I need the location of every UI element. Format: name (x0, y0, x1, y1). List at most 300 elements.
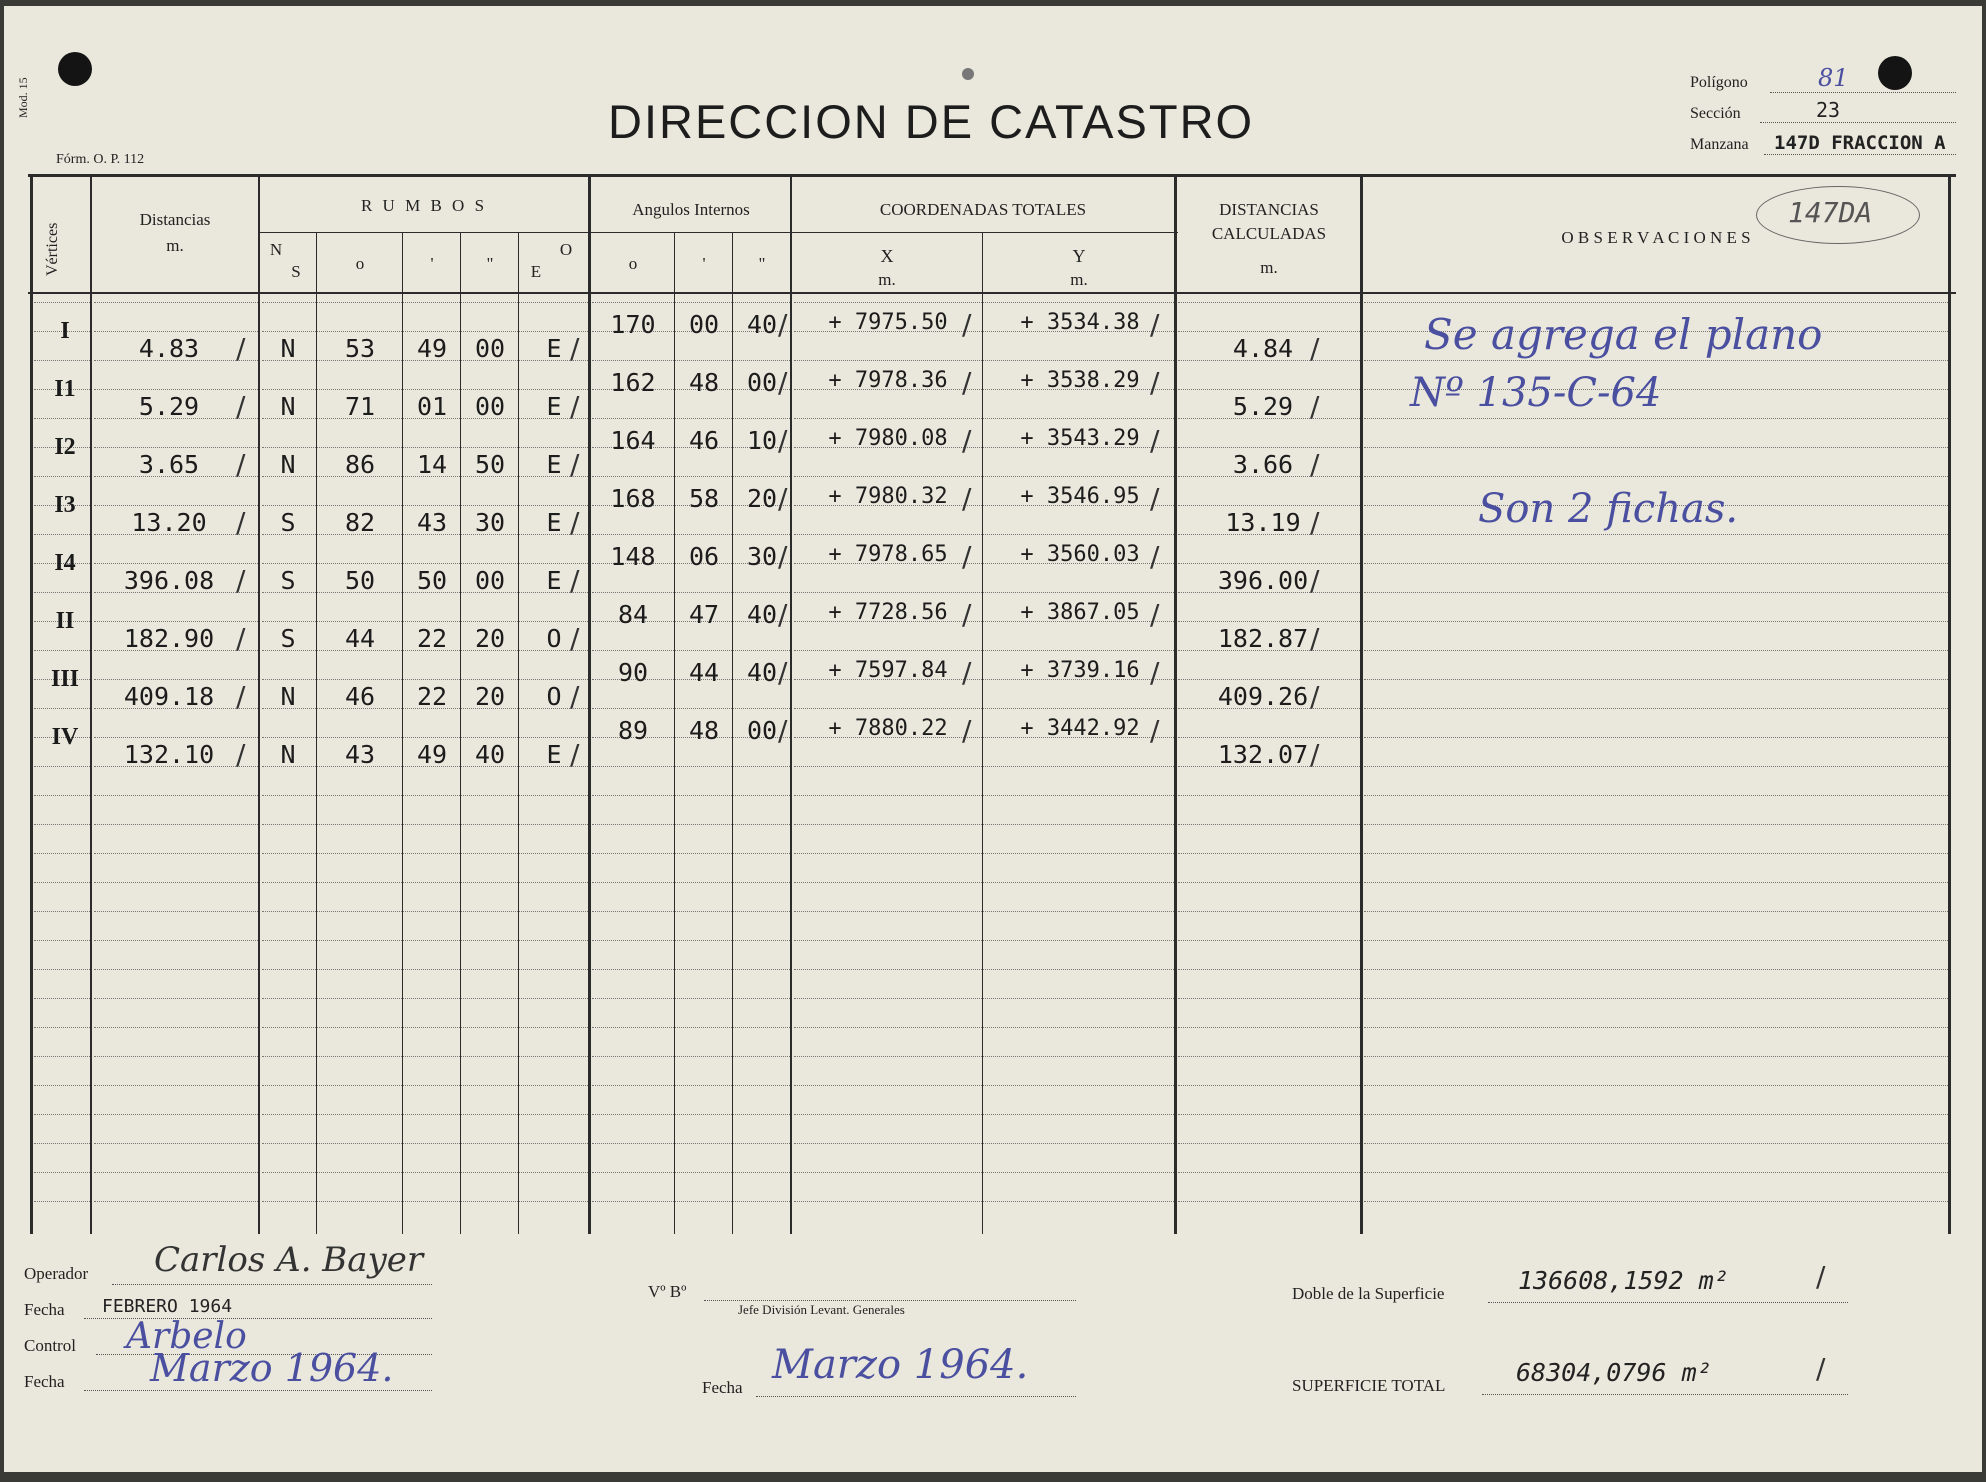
cell-dist: 13.20 (131, 508, 207, 537)
header-ang-sec: " (758, 254, 766, 273)
ruled-line (1364, 360, 1948, 361)
check-mark: / (570, 390, 580, 423)
ruled-line (94, 824, 258, 825)
cell-min: 49 (416, 334, 448, 363)
vertex-label: I (60, 318, 70, 344)
check-mark: / (778, 424, 788, 457)
header-distancias: Distancias (139, 210, 211, 229)
ruled-line (262, 911, 588, 912)
ruled-line (94, 679, 258, 680)
superficie-total-label: SUPERFICIE TOTAL (1292, 1376, 1446, 1395)
ruled-line (794, 969, 1174, 970)
check-mark: / (778, 656, 788, 689)
cell-deg: 86 (344, 450, 376, 479)
cell-min: 50 (416, 566, 448, 595)
superficie-total-value: 68304,0796 m² (1516, 1358, 1712, 1387)
ruled-line (794, 592, 1174, 593)
vertex-label: III (50, 666, 80, 692)
ruled-line (1178, 621, 1360, 622)
ruled-line (34, 650, 90, 651)
ruled-line (794, 882, 1174, 883)
cell-a-sec: 20 (746, 484, 778, 513)
cell-a-min: 47 (688, 600, 720, 629)
ruled-line (1364, 1201, 1948, 1202)
cell-y: + 3560.03 (1020, 542, 1140, 567)
cell-deg: 82 (344, 508, 376, 537)
ruled-line (1178, 969, 1360, 970)
cell-min: 22 (416, 682, 448, 711)
ruled-line (34, 795, 90, 796)
ruled-line (34, 1143, 90, 1144)
cell-dist: 396.08 (123, 566, 215, 595)
check-mark: / (778, 482, 788, 515)
cell-calc: 396.00 (1217, 566, 1309, 595)
cell-sec: 50 (474, 450, 506, 479)
page-title: DIRECCION DE CATASTRO (608, 95, 1255, 148)
operador-signature: Carlos A. Bayer (154, 1240, 424, 1280)
ruled-line (94, 447, 258, 448)
ruled-line (34, 1085, 90, 1086)
header-distancias-unit: m. (166, 236, 184, 255)
ruled-line (34, 998, 90, 999)
ruled-line (1178, 998, 1360, 999)
cell-a-min: 44 (688, 658, 720, 687)
ruled-line (794, 1201, 1174, 1202)
cell-a-deg: 170 (610, 310, 656, 339)
ruled-line (1364, 1056, 1948, 1057)
ruled-line (592, 940, 790, 941)
header-ns-s: S (291, 262, 301, 281)
cell-a-deg: 148 (610, 542, 656, 571)
ruled-line (1364, 853, 1948, 854)
cell-ns: S (280, 624, 296, 653)
ruled-line (262, 853, 588, 854)
check-mark: / (962, 714, 972, 747)
header-rumbos: R U M B O S (360, 196, 488, 215)
ruled-line (592, 302, 790, 303)
cell-x: + 7980.08 (828, 426, 948, 451)
ruled-line (1364, 766, 1948, 767)
check-mark: / (1816, 1260, 1826, 1293)
ruled-line (94, 1085, 258, 1086)
cell-ns: N (280, 334, 296, 363)
cell-calc: 132.07 (1217, 740, 1309, 769)
ruled-line (94, 969, 258, 970)
ruled-line (1178, 389, 1360, 390)
cell-sec: 20 (474, 624, 506, 653)
ruled-line (34, 592, 90, 593)
cell-a-min: 48 (688, 716, 720, 745)
ruled-line (592, 708, 790, 709)
ruled-line (1364, 563, 1948, 564)
check-mark: / (1310, 390, 1320, 423)
ruled-line (34, 360, 90, 361)
cell-deg: 43 (344, 740, 376, 769)
cell-eo: E (546, 566, 562, 595)
ruled-line (794, 940, 1174, 941)
ruled-line (1364, 621, 1948, 622)
ruled-line (1364, 1143, 1948, 1144)
fecha-label-2: Fecha (24, 1372, 65, 1391)
header-ang-min: ' (702, 254, 706, 273)
ruled-line (34, 940, 90, 941)
ruled-line (1178, 1143, 1360, 1144)
check-mark: / (570, 738, 580, 771)
ruled-line (94, 1172, 258, 1173)
check-mark: / (236, 448, 246, 481)
header-y: Y (1072, 246, 1086, 266)
manzana-label: Manzana (1690, 136, 1749, 153)
ruled-line (34, 882, 90, 883)
ruled-line (1364, 1172, 1948, 1173)
ruled-line (262, 737, 588, 738)
ruled-line (1364, 911, 1948, 912)
ruled-line (34, 1027, 90, 1028)
cell-a-deg: 164 (610, 426, 656, 455)
ruled-line (592, 1201, 790, 1202)
header-vertices: Vértices (44, 222, 61, 276)
cell-y: + 3534.38 (1020, 310, 1140, 335)
cell-a-sec: 00 (746, 368, 778, 397)
ruled-line (94, 302, 258, 303)
ruled-line (1364, 302, 1948, 303)
fecha-value-1: FEBRERO 1964 (102, 1296, 233, 1317)
ruled-line (794, 708, 1174, 709)
ruled-line (592, 1172, 790, 1173)
ruled-line (94, 1201, 258, 1202)
header-rumbo-deg: o (355, 254, 365, 273)
ruled-line (1178, 505, 1360, 506)
header-ang-deg: o (628, 254, 638, 273)
ruled-line (1364, 969, 1948, 970)
ruled-line (94, 1143, 258, 1144)
ruled-line (1364, 679, 1948, 680)
cell-dist: 132.10 (123, 740, 215, 769)
ruled-line (592, 1114, 790, 1115)
ruled-line (794, 418, 1174, 419)
cell-x: + 7980.32 (828, 484, 948, 509)
header-x: X (880, 246, 894, 266)
ruled-line (794, 766, 1174, 767)
ruled-line (34, 824, 90, 825)
form-number: Fórm. O. P. 112 (56, 152, 145, 167)
ruled-line (262, 621, 588, 622)
cell-dist: 3.65 (138, 450, 200, 479)
header-y-unit: m. (1070, 270, 1088, 289)
ruled-line (794, 1114, 1174, 1115)
header-eo-e: E (530, 262, 542, 281)
ruled-line (262, 795, 588, 796)
form-sheet (4, 6, 1982, 1472)
ruled-line (34, 1201, 90, 1202)
ruled-line (1364, 1114, 1948, 1115)
doble-superficie-label: Doble de la Superficie (1292, 1284, 1445, 1303)
ruled-line (592, 1143, 790, 1144)
operador-label: Operador (24, 1264, 89, 1283)
ruled-line (1178, 331, 1360, 332)
ruled-line (1364, 534, 1948, 535)
cell-calc: 4.84 (1232, 334, 1294, 363)
ruled-line (34, 969, 90, 970)
cell-min: 49 (416, 740, 448, 769)
ruled-line (794, 824, 1174, 825)
check-mark: / (570, 680, 580, 713)
check-mark: / (778, 598, 788, 631)
ruled-line (1178, 563, 1360, 564)
ruled-line (1178, 1056, 1360, 1057)
fecha-label-3: Fecha (702, 1378, 743, 1397)
header-rumbo-min: ' (430, 254, 434, 273)
ruled-line (262, 447, 588, 448)
ruled-line (1178, 302, 1360, 303)
ruled-line (1178, 447, 1360, 448)
cell-sec: 00 (474, 334, 506, 363)
check-mark: / (1150, 656, 1160, 689)
check-mark: / (1310, 622, 1320, 655)
ruled-line (1364, 592, 1948, 593)
ruled-line (262, 882, 588, 883)
header-ns-n: N (269, 240, 283, 259)
ruled-line (262, 1056, 588, 1057)
manzana-value: 147D FRACCION A (1774, 132, 1946, 154)
ruled-line (94, 1027, 258, 1028)
vertex-label: I3 (54, 492, 76, 518)
ruled-line (94, 853, 258, 854)
control-label: Control (24, 1336, 76, 1355)
ruled-line (262, 1114, 588, 1115)
ruled-line (262, 824, 588, 825)
ruled-line (1364, 1027, 1948, 1028)
ruled-line (592, 476, 790, 477)
cell-calc: 13.19 (1225, 508, 1301, 537)
check-mark: / (236, 622, 246, 655)
ruled-line (794, 360, 1174, 361)
ruled-line (94, 505, 258, 506)
ruled-line (794, 795, 1174, 796)
check-mark: / (962, 424, 972, 457)
check-mark: / (1310, 332, 1320, 365)
ruled-line (794, 911, 1174, 912)
ruled-line (1364, 1085, 1948, 1086)
ruled-line (34, 302, 90, 303)
ruled-line (262, 998, 588, 999)
cell-min: 22 (416, 624, 448, 653)
ruled-line (1364, 447, 1948, 448)
ruled-line (1178, 882, 1360, 883)
header-dist-calc-2: CALCULADAS (1211, 224, 1327, 243)
cell-min: 43 (416, 508, 448, 537)
check-mark: / (778, 714, 788, 747)
ruled-line (1178, 824, 1360, 825)
ruled-line (262, 1172, 588, 1173)
ruled-line (794, 1056, 1174, 1057)
observation-line-1: Se agrega el plano (1424, 310, 1823, 359)
ruled-line (94, 940, 258, 941)
cell-ns: S (280, 508, 296, 537)
cell-a-sec: 40 (746, 310, 778, 339)
cell-min: 01 (416, 392, 448, 421)
ruled-line (592, 824, 790, 825)
ruled-line (1364, 824, 1948, 825)
ruled-line (1178, 940, 1360, 941)
ruled-line (262, 940, 588, 941)
fecha-value-3: Marzo 1964. (772, 1342, 1029, 1388)
jefe-label: Jefe División Levant. Generales (738, 1302, 905, 1317)
cell-sec: 30 (474, 508, 506, 537)
check-mark: / (962, 366, 972, 399)
cell-a-sec: 30 (746, 542, 778, 571)
ruled-line (592, 534, 790, 535)
ruled-line (592, 418, 790, 419)
cell-a-deg: 90 (617, 658, 649, 687)
cell-a-min: 00 (688, 310, 720, 339)
cell-a-min: 58 (688, 484, 720, 513)
ruled-line (262, 505, 588, 506)
ruled-line (94, 998, 258, 999)
control-signature: Arbelo (126, 1316, 247, 1357)
punch-hole-right (1878, 56, 1912, 90)
ruled-line (1178, 1201, 1360, 1202)
ruled-line (94, 331, 258, 332)
ruled-line (262, 302, 588, 303)
header-eo-o: O (559, 240, 573, 259)
cell-eo: E (546, 740, 562, 769)
check-mark: / (962, 540, 972, 573)
ruled-line (262, 331, 588, 332)
check-mark: / (1150, 366, 1160, 399)
cell-x: + 7978.65 (828, 542, 948, 567)
ruled-line (262, 679, 588, 680)
fecha-label-1: Fecha (24, 1300, 65, 1319)
cell-y: + 3442.92 (1020, 716, 1140, 741)
cell-sec: 00 (474, 392, 506, 421)
header-angulos: Angulos Internos (632, 200, 750, 219)
ruled-line (1178, 1172, 1360, 1173)
ruled-line (94, 882, 258, 883)
ruled-line (262, 969, 588, 970)
cell-a-min: 06 (688, 542, 720, 571)
check-mark: / (236, 680, 246, 713)
cell-a-sec: 10 (746, 426, 778, 455)
ruled-line (262, 1085, 588, 1086)
ruled-line (262, 1143, 588, 1144)
ruled-line (94, 563, 258, 564)
staple-mark (962, 68, 974, 80)
cell-eo: O (546, 682, 562, 711)
ruled-line (794, 476, 1174, 477)
cell-deg: 53 (344, 334, 376, 363)
ruled-line (34, 534, 90, 535)
cell-ns: N (280, 450, 296, 479)
ruled-line (1178, 795, 1360, 796)
ruled-line (794, 1085, 1174, 1086)
check-mark: / (962, 308, 972, 341)
cell-y: + 3543.29 (1020, 426, 1140, 451)
vertex-label: I4 (54, 550, 76, 576)
cell-deg: 71 (344, 392, 376, 421)
header-x-unit: m. (878, 270, 896, 289)
ruled-line (1364, 737, 1948, 738)
ruled-line (592, 592, 790, 593)
ruled-line (34, 476, 90, 477)
cell-eo: E (546, 508, 562, 537)
cell-a-deg: 89 (617, 716, 649, 745)
ruled-line (592, 1056, 790, 1057)
check-mark: / (1310, 738, 1320, 771)
circled-note-text: 147DA (1788, 196, 1873, 229)
ruled-line (1178, 1085, 1360, 1086)
vobo-label: Vº Bº (648, 1282, 687, 1301)
cell-a-sec: 40 (746, 658, 778, 687)
cell-calc: 3.66 (1232, 450, 1294, 479)
mod-number: Mod. 15 (16, 77, 30, 118)
ruled-line (94, 389, 258, 390)
cell-sec: 40 (474, 740, 506, 769)
ruled-line (262, 1027, 588, 1028)
check-mark: / (570, 448, 580, 481)
cell-calc: 182.87 (1217, 624, 1309, 653)
cell-x: + 7597.84 (828, 658, 948, 683)
check-mark: / (1310, 448, 1320, 481)
check-mark: / (570, 506, 580, 539)
check-mark: / (570, 332, 580, 365)
ruled-line (34, 418, 90, 419)
ruled-line (1364, 795, 1948, 796)
header-rumbo-sec: " (486, 254, 494, 273)
observation-line-3: Son 2 fichas. (1478, 486, 1739, 532)
ruled-line (794, 1027, 1174, 1028)
header-coordenadas: COORDENADAS TOTALES (879, 200, 1087, 219)
ruled-line (34, 766, 90, 767)
cell-dist: 5.29 (138, 392, 200, 421)
cell-dist: 4.83 (138, 334, 200, 363)
check-mark: / (1150, 714, 1160, 747)
vertex-label: I2 (54, 434, 76, 460)
ruled-line (1178, 911, 1360, 912)
cell-eo: E (546, 392, 562, 421)
cell-a-sec: 40 (746, 600, 778, 629)
ruled-line (1364, 882, 1948, 883)
cell-eo: E (546, 450, 562, 479)
check-mark: / (962, 482, 972, 515)
ruled-line (1178, 679, 1360, 680)
ruled-line (592, 882, 790, 883)
seccion-value: 23 (1816, 98, 1841, 122)
ruled-line (1178, 1027, 1360, 1028)
check-mark: / (778, 366, 788, 399)
ruled-line (94, 911, 258, 912)
check-mark: / (778, 540, 788, 573)
cell-y: + 3546.95 (1020, 484, 1140, 509)
cell-deg: 50 (344, 566, 376, 595)
doble-superficie-value: 136608,1592 m² (1518, 1266, 1729, 1295)
poligono-label: Polígono (1690, 74, 1748, 91)
ruled-line (34, 708, 90, 709)
check-mark: / (1150, 482, 1160, 515)
cell-a-min: 46 (688, 426, 720, 455)
ruled-line (1178, 737, 1360, 738)
header-observaciones: O B S E R V A C I O N E S (1561, 228, 1751, 247)
fecha-value-2: Marzo 1964. (150, 1346, 394, 1390)
ruled-line (1178, 1114, 1360, 1115)
ruled-line (1364, 476, 1948, 477)
cell-calc: 5.29 (1232, 392, 1294, 421)
cell-x: + 7975.50 (828, 310, 948, 335)
cell-calc: 409.26 (1217, 682, 1309, 711)
check-mark: / (1816, 1352, 1826, 1385)
check-mark: / (570, 564, 580, 597)
ruled-line (262, 1201, 588, 1202)
